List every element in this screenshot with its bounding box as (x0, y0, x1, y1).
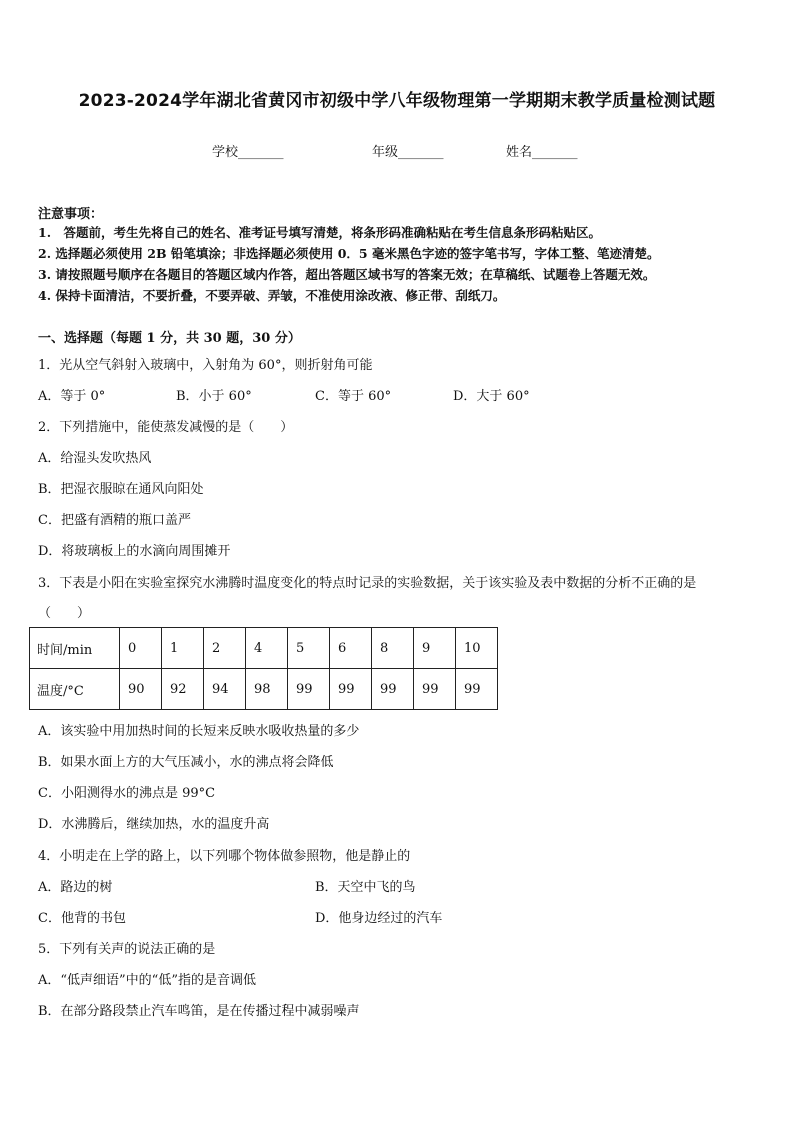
option-b: B．小于 60° (176, 389, 252, 404)
table-cell: 99 (288, 669, 330, 710)
name-field: 姓名_______ (506, 145, 578, 160)
option-a: A．该实验中用加热时间的长短来反映水吸收热量的多少 (38, 724, 360, 739)
table-cell: 94 (204, 669, 246, 710)
table-cell: 10 (456, 628, 498, 669)
table-cell: 2 (204, 628, 246, 669)
table-cell: 8 (372, 628, 414, 669)
notes-heading: 注意事项： (38, 207, 104, 222)
table-cell-header: 时间/min (30, 628, 120, 669)
data-table (29, 627, 498, 710)
table-cell: 0 (120, 628, 162, 669)
table-cell: 92 (162, 669, 204, 710)
option-a: A．路边的树 (38, 880, 113, 895)
table-row (30, 669, 498, 710)
section-heading: 一、选择题（每题 1 分，共 30 题，30 分） (38, 331, 301, 346)
table-cell-header: 温度/°C (30, 669, 120, 710)
table-cell: 9 (414, 628, 456, 669)
table-cell: 99 (414, 669, 456, 710)
option-b: B．把湿衣服晾在通风向阳处 (38, 482, 204, 497)
option-d: D．大于 60° (453, 389, 530, 404)
option-c: C．等于 60° (315, 389, 392, 404)
option-c: C．小阳测得水的沸点是 99°C (38, 786, 216, 801)
note-item: 1. 答题前，考生先将自己的姓名、准考证号填写清楚，将条形码准确粘贴在考生信息条形码粘贴区。 (38, 225, 602, 240)
page-title: 2023-2024学年湖北省黄冈市初级中学八年级物理第一学期期末教学质量检测试题 (78, 91, 716, 111)
option-c: C．他背的书包 (38, 911, 126, 926)
option-b: B．如果水面上方的大气压减小，水的沸点将会降低 (38, 755, 334, 770)
option-b: B．天空中飞的鸟 (315, 880, 416, 895)
note-item: 4. 保持卡面清洁，不要折叠，不要弄破、弄皱，不准使用涂改液、修正带、刮纸刀。 (38, 288, 506, 303)
note-item: 2. 选择题必须使用 2B 铅笔填涂；非选择题必须使用 0．5 毫米黑色字迹的签字笔书写，字体工整、笔迹清楚。 (38, 246, 660, 261)
option-b: B．在部分路段禁止汽车鸣笛，是在传播过程中减弱噪声 (38, 1004, 360, 1019)
table-cell: 5 (288, 628, 330, 669)
table-cell: 99 (330, 669, 372, 710)
question-stem: 2．下列措施中，能使蒸发减慢的是（ ） (38, 420, 294, 435)
option-a: A．“低声细语”中的“低”指的是音调低 (38, 973, 256, 988)
table-cell: 6 (330, 628, 372, 669)
option-d: D．他身边经过的汽车 (315, 911, 443, 926)
option-c: C．把盛有酒精的瓶口盖严 (38, 513, 191, 528)
answer-paren: （ ） (38, 606, 91, 621)
table-cell: 98 (246, 669, 288, 710)
grade-field: 年级_______ (372, 145, 444, 160)
option-a: A．给湿头发吹热风 (38, 451, 152, 466)
table-cell: 99 (372, 669, 414, 710)
table-cell: 1 (162, 628, 204, 669)
table-cell: 90 (120, 669, 162, 710)
table-cell: 4 (246, 628, 288, 669)
option-d: D．将玻璃板上的水滴向周围摊开 (38, 544, 231, 559)
question-stem: 3．下表是小阳在实验室探究水沸腾时温度变化的特点时记录的实验数据，关于该实验及表中数据的分析不正确的是 (38, 576, 697, 591)
table-cell: 99 (456, 669, 498, 710)
school-field: 学校_______ (212, 145, 284, 160)
table-row (30, 628, 498, 669)
option-d: D．水沸腾后，继续加热，水的温度升高 (38, 817, 270, 832)
option-a: A．等于 0° (38, 389, 106, 404)
note-item: 3. 请按照题号顺序在各题目的答题区域内作答，超出答题区域书写的答案无效；在草稿纸、试题卷上答题无效。 (38, 267, 656, 282)
question-stem: 5．下列有关声的说法正确的是 (38, 942, 216, 957)
question-stem: 1．光从空气斜射入玻璃中，入射角为 60°，则折射角可能 (38, 358, 373, 373)
question-stem: 4．小明走在上学的路上，以下列哪个物体做参照物，他是静止的 (38, 849, 411, 864)
